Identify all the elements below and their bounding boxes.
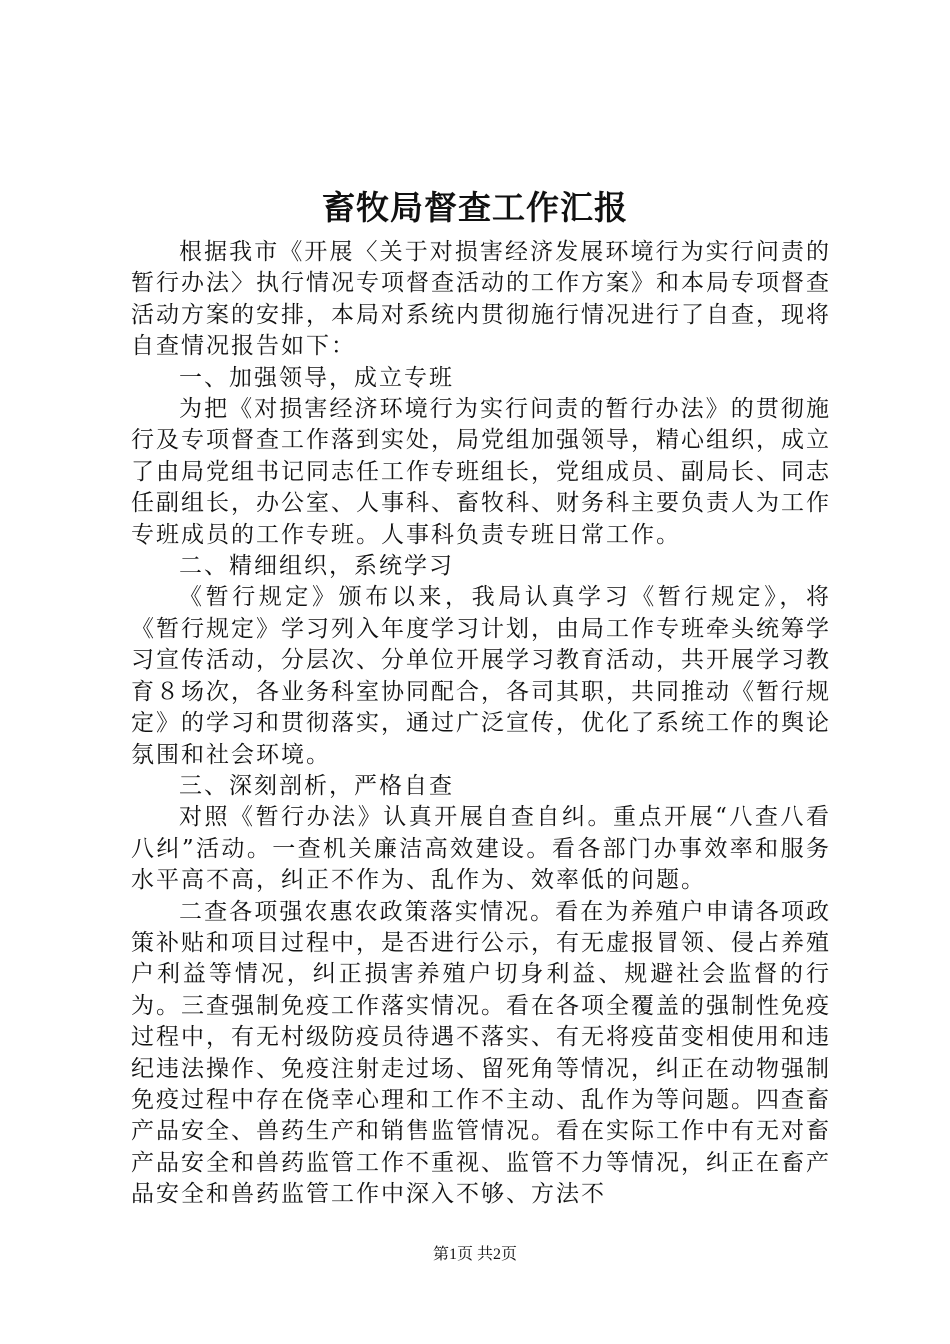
section-heading-2: 二、精细组织，系统学习 [179,553,454,580]
section-1-paragraph: 为把《对损害经济环境行为实行问责的暂行办法》的贯彻施行及专项督查工作落到实处，局党组加强领导，精心组织，成立了由局党组书记同志任工作专班组长，党组成员、副局长、同志任副组长，办公室、人事科、畜牧科、财务科主要负责人为工作专班成员的工作专班。人事科负责专班日常工作。 [131,396,831,548]
section-3-continued-paragraph: 二查各项强农惠农政策落实情况。看在为养殖户申请各项政策补贴和项目过程中，是否进行公示，有无虚报冒领、侵占养殖户利益等情况，纠正损害养殖户切身利益、规避社会监督的行为。三查强制免疫工作落实情况。看在各项全覆盖的强制性免疫过程中，有无村级防疫员待遇不落实、有无将疫苗变相使用和违纪违法操作、免疫注射走过场、留死角等情况，纠正在动物强制免疫过程中存在侥幸心理和工作不主动、乱作为等问题。四查畜产品安全、兽药生产和销售监管情况。看在实际工作中有无对畜产品安全和兽药监管工作不重视、监管不力等情况，纠正在畜产品安全和兽药监管工作中深入不够、方法不 [131,898,831,1208]
section-heading-1: 一、加强领导，成立专班 [179,364,454,391]
section-2-paragraph: 《暂行规定》颁布以来，我局认真学习《暂行规定》，将《暂行规定》学习列入年度学习计划，由局工作专班牵头统筹学习宣传活动，分层次、分单位开展学习教育活动，共开展学习教育８场次，各业务科室协同配合，各司其职，共同推动《暂行规定》的学习和贯彻落实，通过广泛宣传，优化了系统工作的舆论氛围和社会环境。 [131,584,831,768]
section-3-paragraph: 对照《暂行办法》认真开展自查自纠。重点开展“八查八看八纠”活动。一查机关廉洁高效建设。看各部门办事效率和服务水平高不高，纠正不作为、乱作为、效率低的问题。 [131,804,831,894]
document-body [131,237,831,1211]
document-title: 畜牧局督查工作汇报 [322,188,628,227]
section-heading-3: 三、深刻剖析，严格自查 [179,772,454,799]
page-number-footer: 第1页 共2页 [432,1246,517,1263]
intro-paragraph: 根据我市《开展〈关于对损害经济发展环境行为实行问责的暂行办法〉执行情况专项督查活动的工作方案》和本局专项督查活动方案的安排，本局对系统内贯彻施行情况进行了自查，现将自查情况报告如下： [131,239,831,360]
